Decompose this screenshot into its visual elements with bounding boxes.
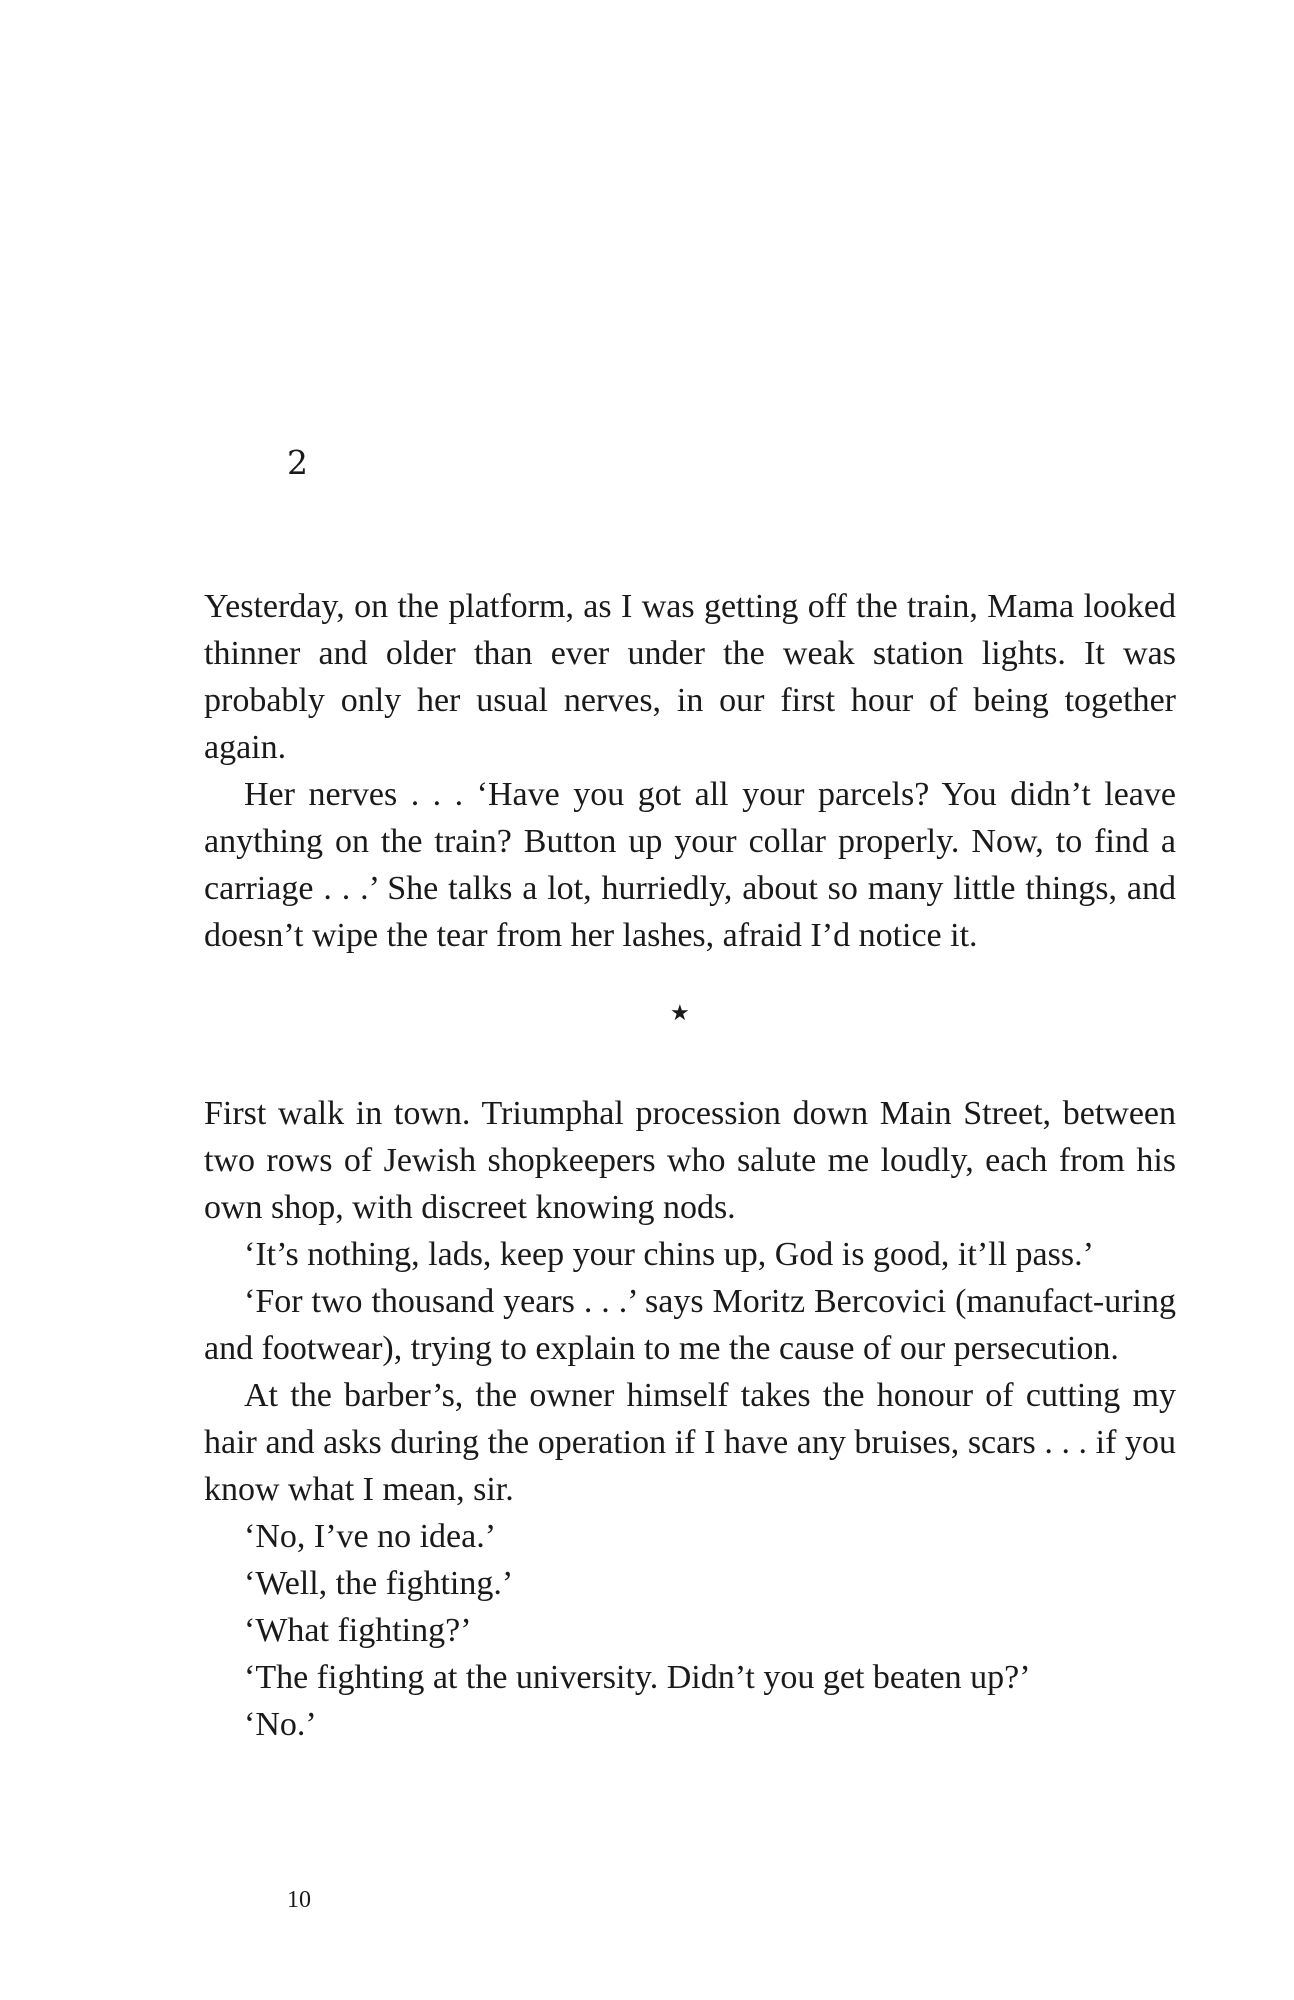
section-one [204,583,1176,959]
paragraph: ‘It’s nothing, lads, keep your chins up, God is good, it’ll pass.’ [244,1236,1094,1273]
paragraph: Yesterday, on the platform, as I was getting off the train, Mama looked thinner and older than ever under the weak station lights. It was probably only her usual nerves, in our first hour of being together again. [204,588,1176,766]
paragraph: ‘For two thousand years . . .’ says Moritz Bercovici (manufact-uring and footwear), trying to explain to me the cause of our persecution. [204,1283,1176,1367]
paragraph: At the barber’s, the owner himself takes the honour of cutting my hair and asks during the operation if I have any bruises, scars . . . if you know what I mean, sir. [204,1377,1176,1508]
paragraph: Her nerves . . . ‘Have you got all your parcels? You didn’t leave anything on the train? Button up your collar properly. Now, to find a carriage . . .’ She talks a lot, hurriedly, about so many little things, and doesn’t wipe the tear from her lashes, afraid I’d notice it. [204,776,1176,954]
dialogue-line: ‘No, I’ve no idea.’ [244,1518,497,1555]
page-number: 10 [287,1887,311,1913]
dialogue-line: ‘Well, the fighting.’ [244,1565,514,1602]
dialogue-line: ‘What fighting?’ [244,1612,472,1649]
chapter-number: 2 [287,443,308,482]
section-break-star-icon: ★ [670,1001,690,1026]
dialogue-line: ‘The fighting at the university. Didn’t you get beaten up?’ [244,1659,1031,1696]
dialogue-line: ‘No.’ [244,1706,317,1743]
paragraph: First walk in town. Triumphal procession down Main Street, between two rows of Jewish shopkeepers who salute me loudly, each from his own shop, with discreet knowing nods. [204,1095,1176,1226]
section-two [204,1090,1176,1748]
